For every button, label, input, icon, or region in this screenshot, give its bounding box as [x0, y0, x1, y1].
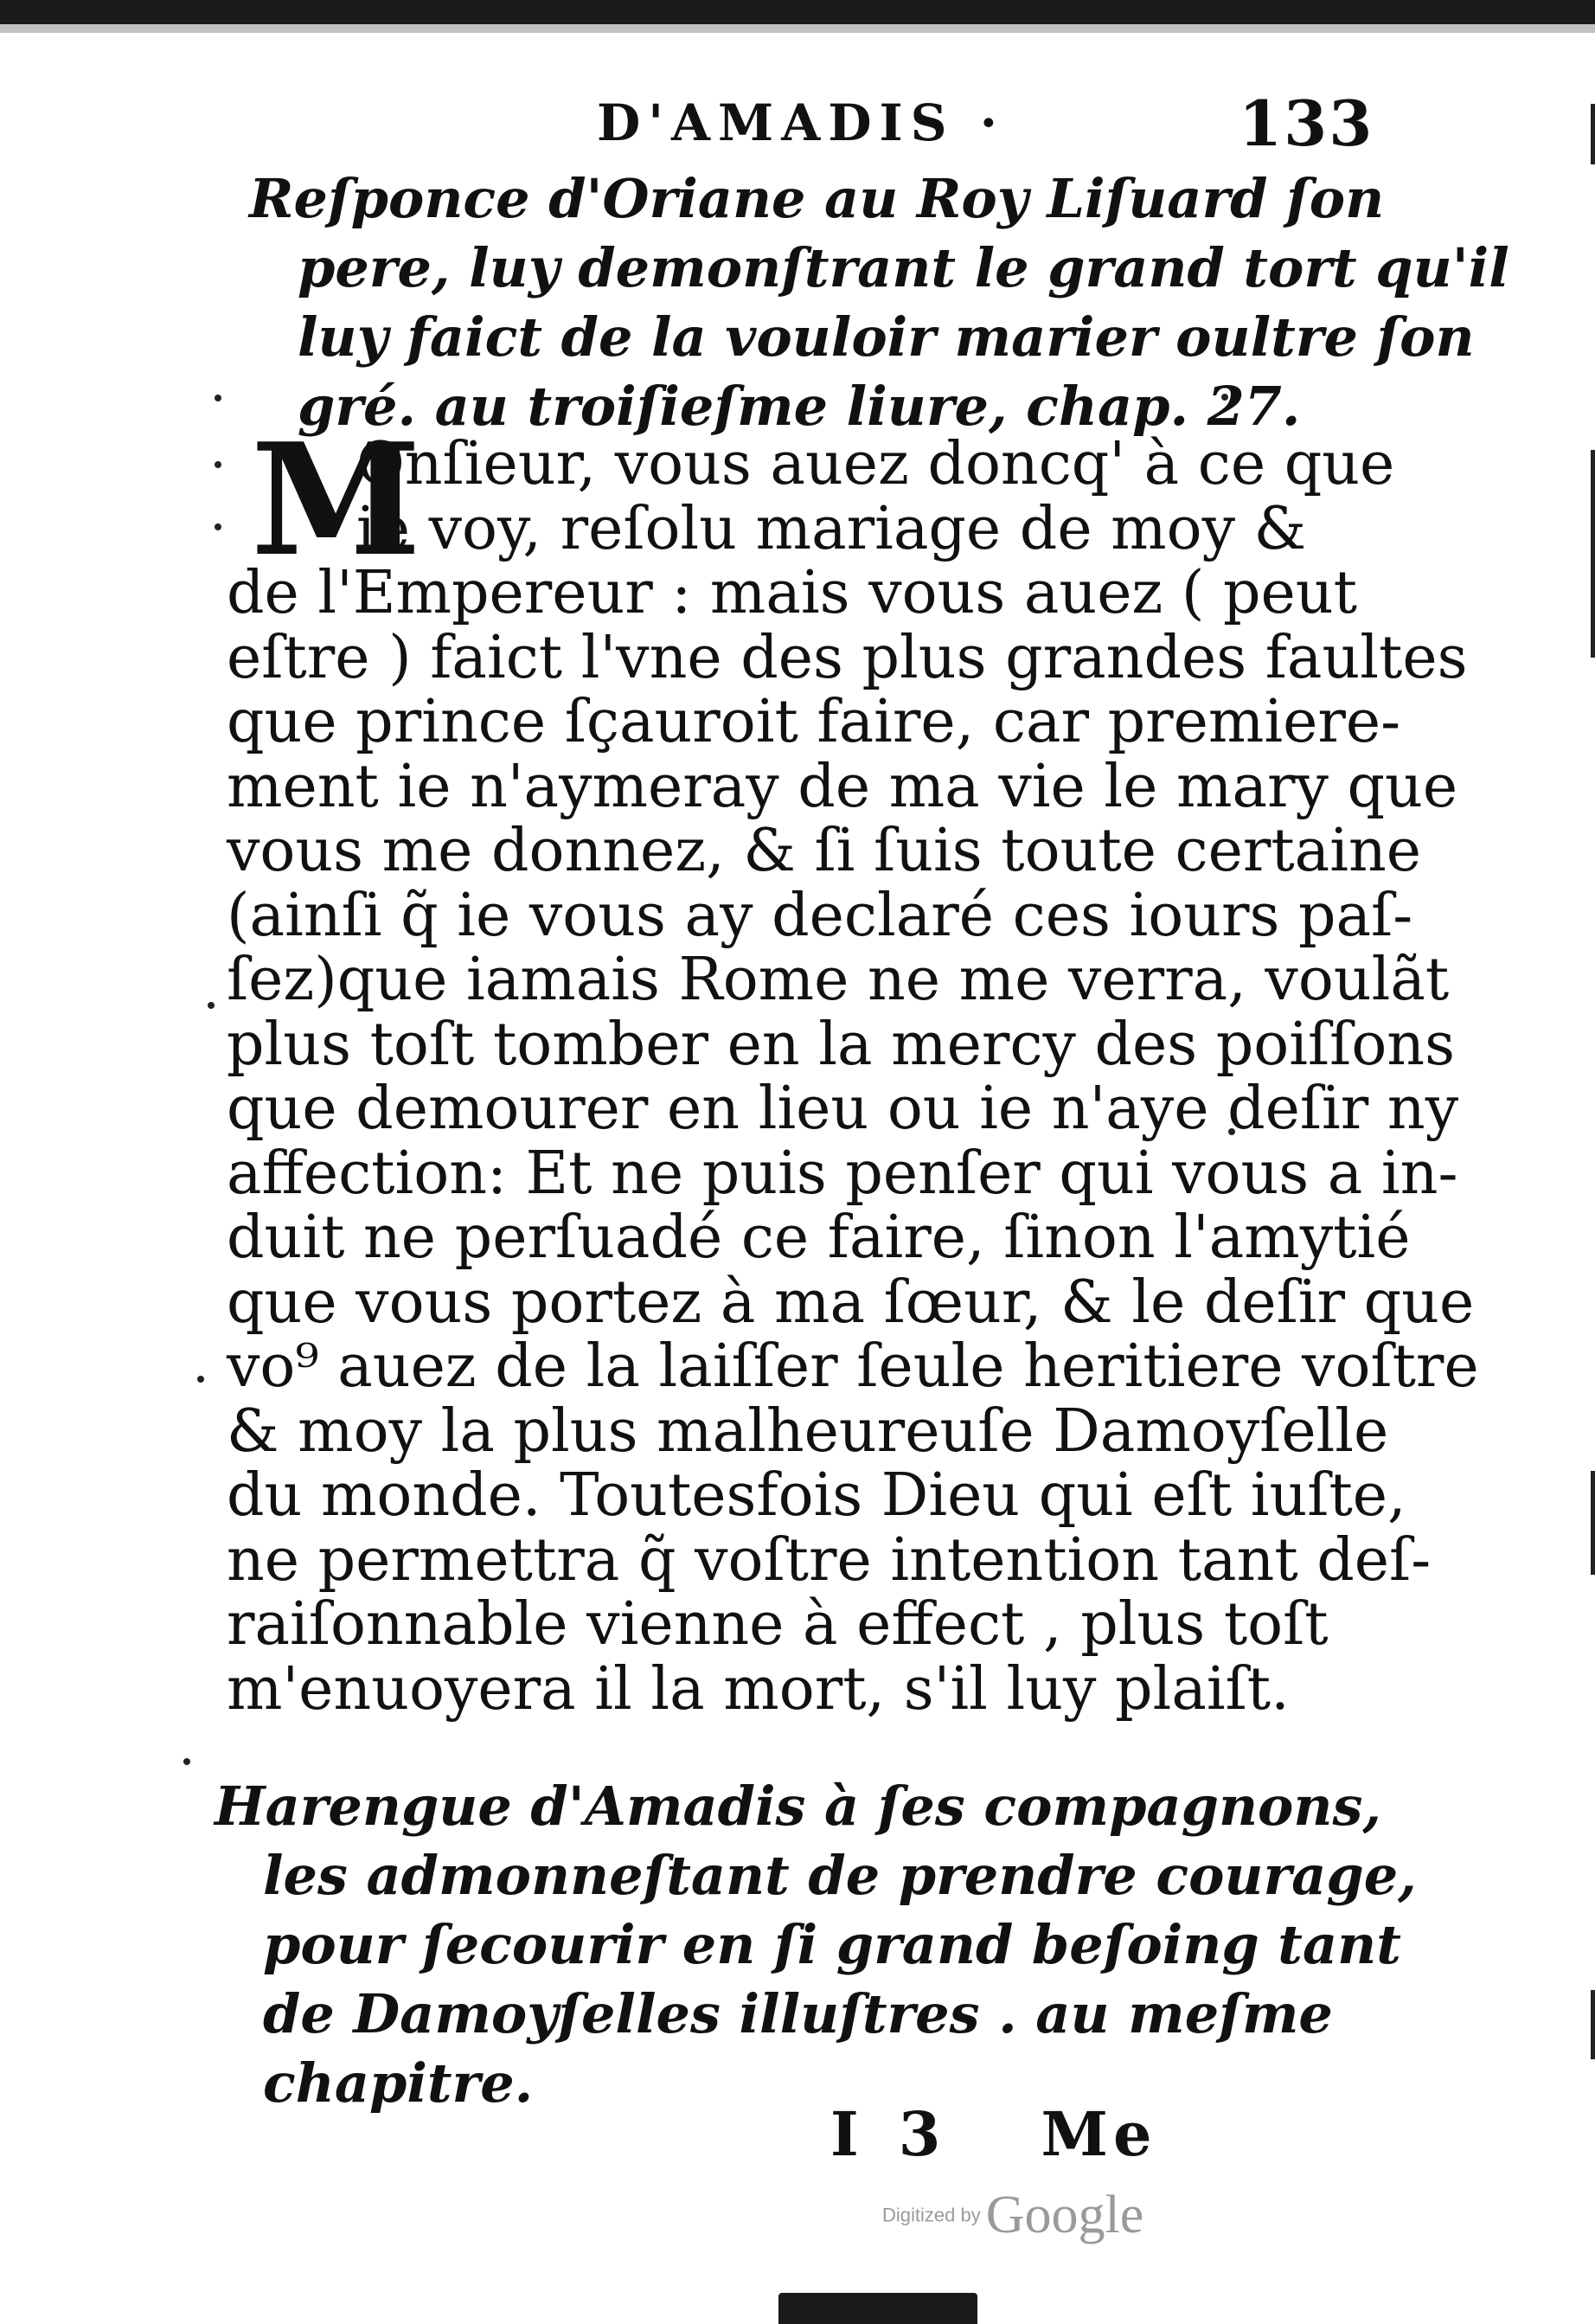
caption-line: les admonneſtant de prendre courage, [263, 1844, 1417, 1907]
text-line: raiſonnable vienne à effect , plus toſt [227, 1590, 1329, 1659]
digitization-watermark [882, 2185, 1143, 2246]
text-line: ie voy, reſolu mariage de moy & [356, 494, 1307, 563]
text-line: plus toſt tomber en la mercy des poiſſons [227, 1010, 1455, 1079]
ink-speck [208, 1002, 215, 1009]
caption-line: gré. au troiſieſme liure, chap. 27. [298, 375, 1301, 438]
text-line: que vous portez à ma ſœur, & le deſir que [227, 1268, 1475, 1337]
body-paragraph [227, 409, 1479, 1724]
ink-speck [215, 395, 221, 401]
text-line: Onſieur, vous auez doncq' à ce que [356, 430, 1395, 498]
text-line: eſtre ) faict l'vne des plus grandes faultes [227, 623, 1468, 692]
scan-edge-mark [1591, 104, 1595, 164]
scan-top-edge [0, 0, 1595, 24]
scan-top-shadow [0, 24, 1595, 33]
catchword: Me [1041, 2098, 1157, 2170]
watermark-logo: Google [985, 2186, 1144, 2244]
ink-speck [215, 523, 221, 530]
watermark-prefix: Digitized by [882, 2204, 981, 2226]
signature-letter: I [830, 2098, 864, 2170]
text-line: ſez)que iamais Rome ne me verra, voulãt [227, 946, 1450, 1014]
scan-edge-mark [1591, 1471, 1595, 1575]
caption-line: chapitre. [263, 2051, 534, 2115]
caption-line: Harengue d'Amadis à ſes compagnons, [215, 1775, 1381, 1838]
running-head: D'AMADIS · [597, 93, 1005, 152]
text-line: vo⁹ auez de la laiſſer ſeule heritiere voſtre [227, 1332, 1479, 1401]
page-number: 133 [1239, 87, 1374, 160]
caption-line: luy faict de la vouloir marier oultre ſon [298, 305, 1475, 369]
text-line: affection: Et ne puis penſer qui vous a in- [227, 1139, 1458, 1208]
signature-number: 3 [898, 2098, 946, 2170]
text-line: vous me donnez, & ſi ſuis toute certaine [227, 817, 1421, 885]
caption-line: de Damoyſelles illuſtres . au meſme [263, 1982, 1333, 2045]
ink-speck [215, 461, 221, 468]
drop-cap-initial: M [251, 409, 422, 590]
caption-line: Reſponce d'Oriane au Roy Liſuard ſon [249, 167, 1385, 230]
text-line: ne permettra q̃ voſtre intention tant deſ- [227, 1525, 1432, 1595]
caption-line: pour ſecourir en ſi grand beſoing tant [263, 1913, 1401, 1976]
ink-speck [197, 1376, 204, 1383]
text-line: m'enuoyera il la mort, s'il luy plaiſt. [227, 1654, 1290, 1724]
text-line: que demourer en lieu ou ie n'aye deſir ny [227, 1075, 1459, 1143]
text-line: ment ie n'aymeray de ma vie le mary que [227, 752, 1458, 821]
scan-edge-mark [1591, 1990, 1595, 2059]
text-line: que prince ſçauroit faire, car premiere- [227, 688, 1401, 756]
text-line: du monde. Toutesfois Dieu qui eſt iuſte, [227, 1461, 1406, 1530]
scan-edge-mark [1591, 450, 1595, 658]
text-line: & moy la plus malheureuſe Damoyſelle [227, 1396, 1389, 1466]
text-line: (ainſi q̃ ie vous ay declaré ces iours paſ- [227, 881, 1413, 950]
scan-bottom-fragment [778, 2293, 977, 2324]
section-caption [215, 1772, 1417, 2118]
text-line: de l'Empereur : mais vous auez ( peut [227, 559, 1357, 627]
caption-line: pere, luy demonſtrant le grand tort qu'il [298, 236, 1509, 299]
text-line: duit ne perſuadé ce faire, ſinon l'amytié [227, 1204, 1411, 1272]
signature-mark [830, 2098, 1157, 2170]
ink-speck [183, 1758, 190, 1765]
section-caption [249, 164, 1509, 441]
